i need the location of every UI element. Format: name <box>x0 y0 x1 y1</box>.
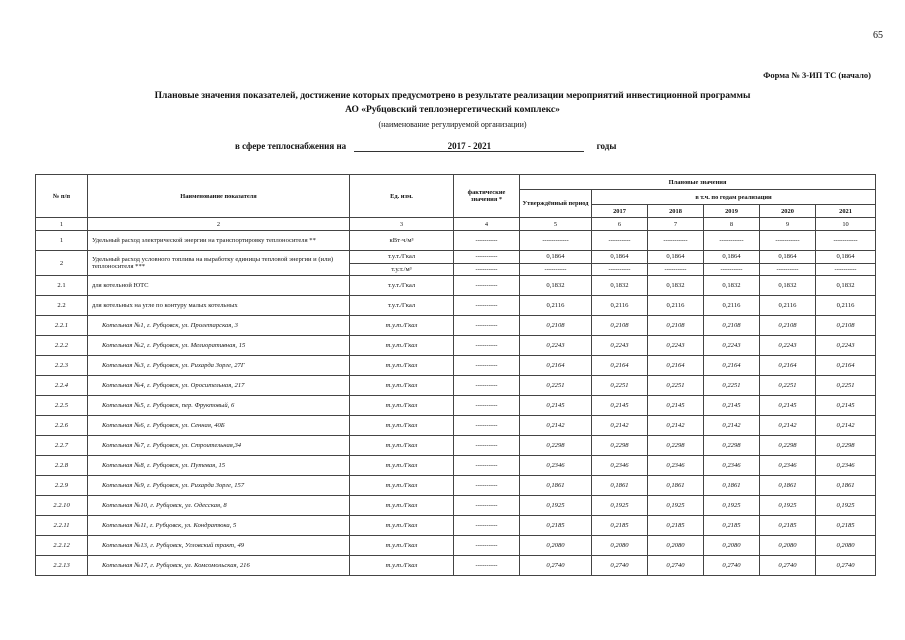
row-unit: т.у.т./Гкал <box>350 536 454 556</box>
header-year: 2021 <box>816 205 876 218</box>
header-num: № п/п <box>36 175 88 218</box>
row-num: 2.2.13 <box>36 556 88 576</box>
row-name: Котельная №7, г. Рубцовск, ул. Строительная,34 <box>88 436 350 456</box>
row-num: 2.2.9 <box>36 476 88 496</box>
row-actual: ---------- <box>454 296 520 316</box>
row-actual: ---------- <box>454 416 520 436</box>
row-value: 0,1925 <box>760 496 816 516</box>
row-num: 2.2.2 <box>36 336 88 356</box>
row-value: 0,2251 <box>648 376 704 396</box>
row-value: 0,2164 <box>520 356 592 376</box>
row-value: 0,2145 <box>704 396 760 416</box>
header-year: 2018 <box>648 205 704 218</box>
row-unit: т.у.т./Гкал <box>350 396 454 416</box>
row-value: 0,1925 <box>704 496 760 516</box>
row-name: Котельная №5, г. Рубцовск, пер. Фруктовый, 6 <box>88 396 350 416</box>
organization-caption: (наименование регулируемой организации) <box>378 120 527 129</box>
data-rows <box>36 276 876 576</box>
column-number: 5 <box>520 218 592 231</box>
row-value: 0,2740 <box>520 556 592 576</box>
row-value: 0,2142 <box>648 416 704 436</box>
row-value: ---------- <box>704 263 760 276</box>
row-name: Котельная №13, г. Рубцовск, Угловский тракт, 49 <box>88 536 350 556</box>
row-value: 0,1864 <box>816 251 876 264</box>
plan-values-table <box>35 174 876 576</box>
table-row <box>36 536 876 556</box>
row-value: ---------- <box>760 263 816 276</box>
row-value: 0,2298 <box>648 436 704 456</box>
row-value: 0,2740 <box>648 556 704 576</box>
row-unit: т.у.т./Гкал <box>350 316 454 336</box>
row-value: 0,2164 <box>704 356 760 376</box>
row-value: 0,2142 <box>520 416 592 436</box>
row-value: 0,2116 <box>704 296 760 316</box>
column-number: 10 <box>816 218 876 231</box>
table-row <box>36 296 876 316</box>
row-value: 0,1925 <box>648 496 704 516</box>
row-value: 0,2108 <box>520 316 592 336</box>
row-value: 0,2080 <box>648 536 704 556</box>
row-name: Котельная №11, г. Рубцовск, ул. Кондратюка, 5 <box>88 516 350 536</box>
row-num: 2.2.10 <box>36 496 88 516</box>
form-label: Форма № 3-ИП ТС (начало) <box>763 70 871 80</box>
row-value: 0,2164 <box>648 356 704 376</box>
row-unit: т.у.т./Гкал <box>350 416 454 436</box>
header-name: Наименование показателя <box>88 175 350 218</box>
row-value: 0,2251 <box>592 376 648 396</box>
column-number: 4 <box>454 218 520 231</box>
row-value: 0,2142 <box>760 416 816 436</box>
row-value: 0,2116 <box>816 296 876 316</box>
row-value: 0,1864 <box>704 251 760 264</box>
row-name: Котельная №8, г. Рубцовск, ул. Путевая, 15 <box>88 456 350 476</box>
header-approved: Утверждённый период <box>520 190 592 218</box>
table-row <box>36 251 876 264</box>
row-num: 2.2.5 <box>36 396 88 416</box>
row-value: 0,2145 <box>520 396 592 416</box>
row-value: 0,2080 <box>520 536 592 556</box>
row-value: 0,2251 <box>704 376 760 396</box>
row-value: 0,1864 <box>760 251 816 264</box>
row-num: 2.2 <box>36 296 88 316</box>
row-value: 0,2145 <box>760 396 816 416</box>
organization-name: АО «Рубцовский теплоэнергетический комплекс» <box>345 105 560 115</box>
column-number: 3 <box>350 218 454 231</box>
row-value: 0,1861 <box>816 476 876 496</box>
table-row <box>36 336 876 356</box>
row-value: 0,1861 <box>760 476 816 496</box>
row-value: ---------- <box>592 231 648 251</box>
row-value: 0,1925 <box>816 496 876 516</box>
row-value: 0,1861 <box>520 476 592 496</box>
row-actual: ---------- <box>454 396 520 416</box>
row-value: 0,2740 <box>704 556 760 576</box>
row-value: 0,2243 <box>592 336 648 356</box>
row-unit: т.у.т./Гкал <box>350 251 454 264</box>
row-actual: ---------- <box>454 516 520 536</box>
row-value: 0,2185 <box>592 516 648 536</box>
row-actual: ---------- <box>454 436 520 456</box>
row-value: 0,1832 <box>760 276 816 296</box>
row-value: 0,2142 <box>704 416 760 436</box>
row-name: Котельная №6, г. Рубцовск, ул. Сенная, 40Б <box>88 416 350 436</box>
table-row <box>36 516 876 536</box>
row-value: 0,2251 <box>760 376 816 396</box>
row-value: 0,2740 <box>760 556 816 576</box>
header-year: 2020 <box>760 205 816 218</box>
row-actual: ---------- <box>454 556 520 576</box>
row-value: 0,1832 <box>520 276 592 296</box>
row-unit: т.у.т./Гкал <box>350 516 454 536</box>
row-name: Котельная №10, г. Рубцовск, ул. Одесская, 8 <box>88 496 350 516</box>
table-row <box>36 456 876 476</box>
row-value: 0,2346 <box>760 456 816 476</box>
row-unit: т.у.т./Гкал <box>350 356 454 376</box>
row-value: 0,2116 <box>760 296 816 316</box>
row-actual: ---------- <box>454 231 520 251</box>
column-numbers-row <box>36 218 876 231</box>
row-num: 2.2.3 <box>36 356 88 376</box>
row-value: ---------- <box>520 263 592 276</box>
row-value: 0,2243 <box>520 336 592 356</box>
row-num: 2.2.12 <box>36 536 88 556</box>
row-actual: ---------- <box>454 496 520 516</box>
row-value: ---------- <box>816 263 876 276</box>
row-value: 0,2346 <box>816 456 876 476</box>
row-value: 0,2243 <box>648 336 704 356</box>
row-actual: ---------- <box>454 536 520 556</box>
row-value: 0,2740 <box>816 556 876 576</box>
row-actual: ---------- <box>454 263 520 276</box>
row-actual: ---------- <box>454 336 520 356</box>
header-unit: Ед. изм. <box>350 175 454 218</box>
row-value: 0,2108 <box>760 316 816 336</box>
table-row <box>36 396 876 416</box>
row-value: 0,1861 <box>592 476 648 496</box>
row-value: 0,2080 <box>704 536 760 556</box>
row-value: 0,1832 <box>704 276 760 296</box>
table-row <box>36 436 876 456</box>
row-value: 0,2142 <box>816 416 876 436</box>
row-value: ----------- <box>816 231 876 251</box>
row-value: 0,1864 <box>520 251 592 264</box>
row-value: ---------- <box>648 263 704 276</box>
row-name: для котельных на угле по контуру малых котельных <box>88 296 350 316</box>
column-number: 8 <box>704 218 760 231</box>
row-num: 2.2.6 <box>36 416 88 436</box>
sphere-years: 2017 - 2021 <box>354 141 584 152</box>
column-number: 6 <box>592 218 648 231</box>
row-num: 2.2.1 <box>36 316 88 336</box>
row-actual: ---------- <box>454 276 520 296</box>
row-value: ----------- <box>760 231 816 251</box>
row-unit: т.у.т./Гкал <box>350 556 454 576</box>
row-unit: т.у.т./Гкал <box>350 476 454 496</box>
row-value: ------------ <box>520 231 592 251</box>
row-value: 0,1832 <box>648 276 704 296</box>
row-value: 0,2080 <box>760 536 816 556</box>
row-value: 0,2185 <box>704 516 760 536</box>
row-value: 0,2298 <box>760 436 816 456</box>
row-name: Котельная №17, г. Рубцовск, ул. Комсомольская, 216 <box>88 556 350 576</box>
row-name: Котельная №4, г. Рубцовск, ул. Оросительная, 217 <box>88 376 350 396</box>
row-num: 1 <box>36 231 88 251</box>
row-value: 0,2108 <box>648 316 704 336</box>
row-actual: ---------- <box>454 251 520 264</box>
table-row <box>36 476 876 496</box>
column-number: 2 <box>88 218 350 231</box>
row-value: 0,2108 <box>704 316 760 336</box>
header-planned: Плановые значения <box>520 175 876 190</box>
header-by-years: в т.ч. по годам реализации <box>592 190 876 205</box>
row-value: 0,2251 <box>520 376 592 396</box>
column-number: 7 <box>648 218 704 231</box>
row-value: 0,2116 <box>592 296 648 316</box>
row-value: 0,2080 <box>816 536 876 556</box>
row-name: для котельной ЮТС <box>88 276 350 296</box>
row-name: Удельный расход условного топлива на выработку единицы тепловой энергии и (или) теплоносителя *** <box>88 251 350 276</box>
sphere-line <box>235 141 616 152</box>
row-value: 0,2116 <box>648 296 704 316</box>
row-name: Котельная №1, г. Рубцовск, ул. Пролетарская, 3 <box>88 316 350 336</box>
row-value: 0,2251 <box>816 376 876 396</box>
sphere-suffix: годы <box>596 141 617 151</box>
row-actual: ---------- <box>454 376 520 396</box>
row-value: 0,2145 <box>816 396 876 416</box>
row-unit: т.у.т./Гкал <box>350 496 454 516</box>
row-value: 0,2298 <box>704 436 760 456</box>
row-num: 2.1 <box>36 276 88 296</box>
row-value: 0,1864 <box>648 251 704 264</box>
row-value: ----------- <box>648 231 704 251</box>
row-value: 0,2243 <box>760 336 816 356</box>
row-value: ----------- <box>704 231 760 251</box>
row-value: 0,2346 <box>520 456 592 476</box>
row-value: 0,2145 <box>592 396 648 416</box>
table-row <box>36 416 876 436</box>
title-block <box>0 90 905 131</box>
row-value: 0,1925 <box>592 496 648 516</box>
page-number: 65 <box>873 30 883 41</box>
table-row <box>36 231 876 251</box>
row-unit: т.у.т./Гкал <box>350 456 454 476</box>
header-actual: фактические значения * <box>454 175 520 218</box>
row-value: 0,1864 <box>592 251 648 264</box>
row-value: 0,2164 <box>592 356 648 376</box>
row-unit: кВт·ч/м³ <box>350 231 454 251</box>
row-value: 0,1832 <box>592 276 648 296</box>
table-row <box>36 556 876 576</box>
row-unit: т.у.т./Гкал <box>350 436 454 456</box>
row-num: 2.2.8 <box>36 456 88 476</box>
row-value: 0,2298 <box>592 436 648 456</box>
table-row <box>36 316 876 336</box>
row-unit: т.у.т./Гкал <box>350 336 454 356</box>
row-value: 0,2243 <box>816 336 876 356</box>
row-value: 0,2145 <box>648 396 704 416</box>
row-value: 0,2185 <box>760 516 816 536</box>
row-name: Котельная №9, г. Рубцовск, ул. Рихарда Зорге, 157 <box>88 476 350 496</box>
row-actual: ---------- <box>454 476 520 496</box>
header-year: 2017 <box>592 205 648 218</box>
row-num: 2.2.7 <box>36 436 88 456</box>
document-title: Плановые значения показателей, достижение которых предусмотрено в результате реализации мероприятий инвестиционной программы <box>154 91 751 101</box>
row-value: 0,2346 <box>648 456 704 476</box>
row-num: 2.2.4 <box>36 376 88 396</box>
row-value: 0,1925 <box>520 496 592 516</box>
row-name: Котельная №3, г. Рубцовск, ул. Рихарда Зорге, 27Г <box>88 356 350 376</box>
row-value: 0,2346 <box>592 456 648 476</box>
row-num: 2 <box>36 251 88 276</box>
row-value: 0,2080 <box>592 536 648 556</box>
row-value: 0,1861 <box>648 476 704 496</box>
row-actual: ---------- <box>454 356 520 376</box>
row-value: 0,2185 <box>648 516 704 536</box>
column-number: 1 <box>36 218 88 231</box>
table-row <box>36 276 876 296</box>
row-value: 0,1861 <box>704 476 760 496</box>
row-unit: т.у.т./м³ <box>350 263 454 276</box>
row-value: 0,2142 <box>592 416 648 436</box>
row-value: 0,2164 <box>760 356 816 376</box>
column-number: 9 <box>760 218 816 231</box>
sphere-label: в сфере теплоснабжения на <box>235 141 347 151</box>
row-value: 0,2740 <box>592 556 648 576</box>
row-name: Удельный расход электрической энергии на транспортировку теплоносителя ** <box>88 231 350 251</box>
row-unit: т.у.т./Гкал <box>350 376 454 396</box>
row-value: 0,2185 <box>816 516 876 536</box>
row-unit: т.у.т./Гкал <box>350 276 454 296</box>
row-value: 0,2185 <box>520 516 592 536</box>
table-row <box>36 496 876 516</box>
table-row <box>36 356 876 376</box>
row-value: 0,2116 <box>520 296 592 316</box>
row-value: 0,1832 <box>816 276 876 296</box>
row-name: Котельная №2, г. Рубцовск, ул. Мелиоративная, 15 <box>88 336 350 356</box>
row-num: 2.2.11 <box>36 516 88 536</box>
row-value: 0,2164 <box>816 356 876 376</box>
row-value: 0,2346 <box>704 456 760 476</box>
row-value: 0,2108 <box>816 316 876 336</box>
row-actual: ---------- <box>454 316 520 336</box>
row-value: 0,2243 <box>704 336 760 356</box>
row-value: 0,2298 <box>520 436 592 456</box>
row-actual: ---------- <box>454 456 520 476</box>
row-value: 0,2108 <box>592 316 648 336</box>
row-value: ---------- <box>592 263 648 276</box>
header-year: 2019 <box>704 205 760 218</box>
table-row <box>36 376 876 396</box>
row-value: 0,2298 <box>816 436 876 456</box>
row-unit: т.у.т./Гкал <box>350 296 454 316</box>
